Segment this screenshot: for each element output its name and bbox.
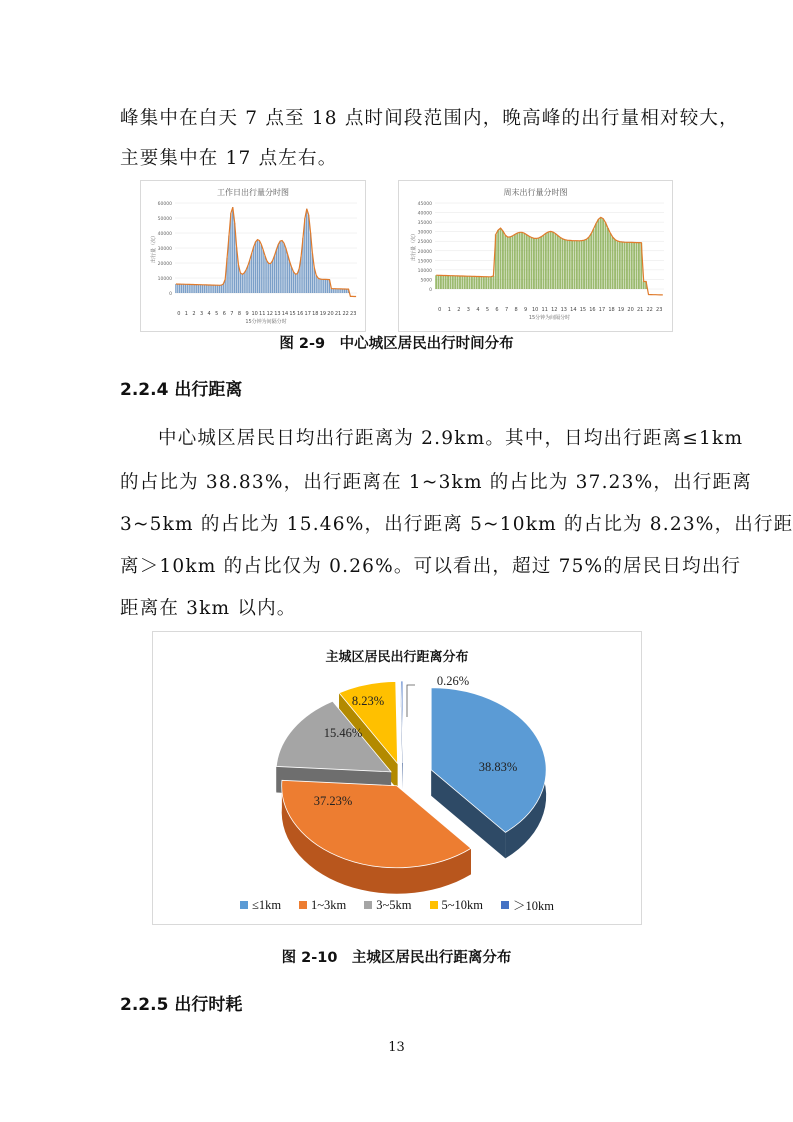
mini-hour-label: 16	[296, 311, 304, 317]
mini-bar	[183, 284, 184, 293]
legend-item	[430, 896, 484, 914]
page-number: 13	[388, 1040, 405, 1055]
mini-bar	[298, 269, 299, 293]
mini-hour-label: 2	[457, 307, 461, 313]
pie-leader-line	[407, 685, 415, 717]
mini-y-tick: 50000	[157, 217, 172, 222]
mini-hour-label: 11	[541, 307, 548, 313]
mini-hour-label: 12	[551, 307, 558, 313]
mini-hour-label: 5	[215, 311, 219, 317]
pie-data-label: 37.23%	[313, 794, 353, 808]
mini-y-tick: 20000	[417, 249, 432, 255]
legend-swatch	[299, 901, 307, 909]
mini-bar	[607, 228, 609, 289]
mini-bar	[481, 277, 483, 289]
mini-bar	[452, 276, 454, 289]
mini-bar	[223, 284, 224, 293]
mini-y-tick: 0	[429, 288, 432, 293]
mini-hour-label: 4	[476, 307, 480, 313]
mini-y-tick: 45000	[417, 202, 432, 207]
mini-hour-label: 9	[245, 311, 249, 317]
mini-bar	[576, 241, 578, 289]
mini-hour-label: 10	[532, 307, 539, 313]
mini-bar	[181, 284, 182, 293]
mini-y-tick: 40000	[157, 232, 172, 237]
mini-bar	[612, 237, 614, 289]
mini-hour-label: 13	[560, 307, 567, 313]
mini-bar	[325, 279, 326, 293]
section-2-2-5-heading: 2.2.5 出行时耗	[120, 995, 243, 1015]
mini-hour-label: 8	[514, 307, 518, 313]
mini-y-tick: 20000	[157, 262, 172, 267]
mini-y-tick: 25000	[417, 240, 432, 246]
mini-bar	[438, 275, 440, 289]
mini-hour-label: 18	[312, 311, 319, 317]
mini-bar	[262, 250, 263, 293]
pie-data-label: 8.23%	[351, 694, 385, 708]
mini-y-label: 出行量（次）	[411, 230, 417, 262]
mini-bar	[253, 247, 254, 293]
mini-hour-label: 23	[350, 311, 357, 317]
mini-bar	[459, 276, 461, 289]
mini-bar	[217, 285, 218, 293]
mini-hour-label: 10	[251, 311, 258, 317]
mini-bar	[333, 289, 334, 293]
mini-bar	[533, 238, 535, 289]
mini-hour-label: 21	[636, 307, 644, 313]
weekday-chart-title: 工作日出行量分时图	[217, 188, 289, 197]
mini-bar	[583, 240, 585, 289]
mini-bar	[232, 207, 233, 293]
mini-bar	[268, 264, 269, 293]
mini-bar	[338, 289, 339, 293]
mini-bar	[569, 240, 571, 289]
mini-hour-label: 20	[627, 307, 634, 313]
mini-bar	[283, 243, 284, 293]
legend-item	[364, 896, 411, 914]
mini-bar	[628, 242, 630, 289]
mini-bar	[194, 285, 195, 293]
mini-bar	[626, 242, 628, 289]
mini-bar	[206, 285, 207, 293]
mini-bar	[323, 279, 324, 293]
mini-bar	[609, 233, 611, 289]
mini-bar	[188, 284, 189, 293]
mini-bar	[276, 250, 277, 293]
mini-hour-label: 13	[274, 311, 281, 317]
mini-bar	[447, 276, 449, 289]
paragraph-2-line-3: 3~5km 的占比为 15.46%，出行距离 5~10km 的占比为 8.23%，出行距	[120, 514, 793, 535]
mini-bar	[204, 285, 205, 293]
mini-bar	[190, 284, 191, 293]
mini-y-tick: 15000	[417, 259, 432, 265]
mini-bar	[476, 276, 478, 289]
mini-hour-label: 14	[570, 307, 577, 313]
mini-y-tick: 5000	[420, 278, 432, 284]
mini-bar	[306, 209, 307, 293]
mini-bar	[585, 239, 587, 289]
mini-hour-label: 18	[608, 307, 615, 313]
mini-hour-label: 19	[319, 311, 327, 317]
mini-bar	[319, 279, 320, 293]
mini-bar	[285, 248, 286, 293]
mini-bar	[321, 279, 322, 293]
mini-bar	[521, 232, 523, 289]
mini-bar	[243, 273, 244, 293]
mini-bar	[473, 276, 475, 289]
mini-bar	[289, 262, 290, 293]
mini-bar	[215, 285, 216, 293]
mini-bar	[528, 236, 530, 289]
figure-2-9-caption: 图 2-9 中心城区居民出行时间分布	[279, 336, 514, 352]
mini-bar	[249, 260, 250, 293]
mini-y-tick: 30000	[157, 247, 172, 252]
mini-bar	[638, 243, 640, 289]
mini-bar	[257, 240, 258, 293]
mini-bar	[187, 284, 188, 293]
mini-bar	[336, 289, 337, 293]
pie-data-label: 15.46%	[323, 726, 363, 740]
mini-bar	[281, 240, 282, 293]
mini-bar	[566, 240, 568, 289]
mini-bar	[478, 277, 480, 289]
mini-bar	[538, 238, 540, 289]
mini-bar	[631, 242, 633, 289]
mini-hour-label: 8	[237, 311, 242, 317]
mini-bar	[605, 223, 607, 289]
mini-bar	[497, 230, 499, 289]
mini-bar	[466, 276, 468, 289]
weekend-trip-chart	[398, 180, 673, 332]
mini-bar	[259, 241, 260, 293]
mini-bar	[595, 224, 597, 289]
legend-label: 5~10km	[441, 897, 484, 912]
mini-bar	[578, 241, 580, 289]
mini-bar	[633, 242, 635, 289]
legend-item	[299, 896, 346, 914]
mini-bar	[272, 261, 273, 293]
weekend-chart-plot	[399, 181, 672, 331]
mini-bar	[279, 241, 280, 293]
pie-data-label: 38.83%	[478, 760, 518, 774]
mini-bar	[240, 273, 241, 293]
mini-hour-label: 17	[598, 307, 606, 313]
mini-hour-label: 20	[327, 311, 334, 317]
mini-hour-label: 3	[199, 311, 204, 317]
mini-bar	[509, 237, 511, 289]
mini-bar	[177, 284, 178, 293]
mini-hour-label: 1	[184, 311, 188, 317]
mini-bar	[492, 276, 494, 289]
legend-label: 1~3km	[311, 897, 347, 912]
mini-bar	[488, 277, 490, 289]
mini-bar	[531, 238, 533, 289]
legend-label: ＞10km	[513, 899, 555, 913]
mini-x-label: 15分钟为间隔分时	[528, 315, 571, 321]
mini-bar	[295, 274, 296, 293]
mini-bar	[504, 235, 506, 289]
legend-item	[240, 896, 281, 914]
mini-bar	[550, 231, 552, 289]
mini-bar	[535, 238, 537, 289]
legend-swatch	[430, 901, 438, 909]
mini-hour-label: 6	[495, 307, 499, 313]
mini-bar	[571, 241, 573, 289]
mini-bar	[202, 285, 203, 293]
weekday-trip-chart	[140, 180, 366, 332]
mini-bar	[519, 232, 521, 289]
mini-bar	[514, 234, 516, 289]
mini-y-tick: 40000	[417, 211, 432, 217]
mini-bar	[559, 237, 561, 289]
mini-hour-label: 7	[230, 311, 234, 317]
mini-bar	[196, 285, 197, 293]
mini-bar	[266, 261, 267, 293]
mini-hour-label: 4	[207, 311, 211, 317]
mini-bar	[581, 241, 583, 289]
figure-2-10-caption: 图 2-10 主城区居民出行距离分布	[281, 950, 512, 966]
mini-bar	[490, 277, 492, 289]
mini-bar	[334, 289, 335, 293]
mini-bar	[643, 281, 645, 289]
mini-bar	[621, 242, 623, 289]
mini-bar	[614, 240, 616, 289]
mini-y-tick: 0	[169, 292, 172, 297]
weekday-chart-plot	[141, 181, 365, 331]
mini-bar	[545, 233, 547, 289]
mini-y-tick: 35000	[417, 221, 432, 227]
mini-bar	[192, 285, 193, 293]
pie-chart-plot	[153, 632, 641, 924]
mini-bar	[221, 285, 222, 293]
mini-bar	[435, 275, 437, 289]
mini-y-tick: 30000	[417, 230, 432, 236]
mini-y-tick: 60000	[157, 202, 172, 207]
weekend-chart-title: 周末出行量分时图	[503, 188, 568, 197]
mini-bar	[297, 274, 298, 293]
mini-hour-label: 12	[266, 311, 273, 317]
mini-hour-label: 22	[646, 307, 653, 313]
mini-bar	[179, 284, 180, 293]
mini-bar	[450, 276, 452, 289]
mini-hour-label: 6	[222, 311, 226, 317]
mini-hour-label: 16	[589, 307, 596, 313]
mini-bar	[457, 276, 459, 289]
mini-hour-label: 7	[504, 307, 509, 313]
mini-bar	[242, 274, 243, 293]
mini-bar	[270, 263, 271, 293]
mini-bar	[624, 242, 626, 289]
mini-bar	[261, 244, 262, 293]
mini-bar	[554, 234, 556, 289]
mini-bar	[175, 284, 176, 293]
mini-bar	[211, 285, 212, 293]
mini-bar	[219, 285, 220, 293]
mini-bar	[464, 276, 466, 289]
legend-swatch	[364, 901, 372, 909]
mini-bar	[185, 284, 186, 293]
mini-hour-label: 17	[304, 311, 311, 317]
mini-bar	[590, 234, 592, 289]
mini-hour-label: 0	[438, 307, 442, 313]
mini-bar	[540, 237, 542, 289]
mini-bar	[440, 275, 442, 289]
mini-bar	[454, 276, 456, 289]
pie-chart-legend	[153, 896, 641, 914]
paragraph-1-line-1: 峰集中在白天 7 点至 18 点时间段范围内，晚高峰的出行量相对较大，	[120, 108, 739, 129]
paragraph-2-line-5: 距离在 3km 以内。	[120, 598, 297, 619]
mini-bar	[502, 231, 504, 289]
paragraph-2-line-4: 离＞10km 的占比仅为 0.26%。可以看出，超过 75%的居民日均出行	[120, 556, 742, 577]
mini-bar	[327, 279, 328, 293]
mini-hour-label: 15	[579, 307, 587, 313]
mini-hour-label: 9	[524, 307, 528, 313]
mini-hour-label: 0	[177, 311, 181, 317]
mini-bar	[597, 219, 599, 289]
mini-bar	[557, 236, 559, 289]
section-2-2-4-heading: 2.2.4 出行距离	[120, 380, 243, 400]
mini-bar	[291, 267, 292, 293]
distance-pie-chart	[152, 631, 642, 925]
mini-bar	[547, 232, 549, 289]
pie-data-label: 0.26%	[436, 674, 470, 688]
mini-bar	[574, 241, 576, 289]
pie-slice-top	[401, 681, 403, 763]
mini-bar	[600, 217, 602, 289]
legend-label: 3~5km	[376, 897, 412, 912]
mini-hour-label: 5	[485, 307, 490, 313]
mini-bar	[213, 285, 214, 293]
mini-hour-label: 23	[656, 307, 663, 313]
mini-bar	[264, 256, 265, 293]
mini-bar	[616, 241, 618, 289]
mini-x-label: 15分钟为间隔分时	[245, 319, 287, 325]
mini-bar	[442, 275, 444, 289]
pie-chart-title: 主城区居民出行距离分布	[325, 650, 469, 665]
mini-bar	[619, 242, 621, 289]
mini-bar	[293, 272, 294, 293]
mini-hour-label: 3	[466, 307, 470, 313]
mini-y-tick: 10000	[157, 277, 172, 282]
mini-bar	[636, 243, 638, 289]
mini-bar	[209, 285, 210, 293]
mini-bar	[278, 244, 279, 293]
mini-y-tick: 10000	[417, 268, 432, 274]
mini-bar	[331, 289, 332, 293]
mini-bar	[593, 229, 595, 289]
pie-slice-5	[401, 681, 403, 789]
mini-bar	[245, 270, 246, 293]
mini-hour-label: 14	[281, 311, 289, 317]
mini-bar	[512, 236, 514, 289]
mini-bar	[274, 256, 275, 293]
paragraph-2-line-1: 中心城区居民日均出行距离为 2.9km。其中，日均出行距离≤1km	[158, 428, 744, 449]
mini-bar	[471, 276, 473, 289]
legend-item	[501, 896, 554, 914]
legend-swatch	[240, 901, 248, 909]
mini-bar	[483, 277, 485, 289]
mini-bar	[287, 255, 288, 293]
mini-bar	[200, 285, 201, 293]
mini-bar	[207, 285, 208, 293]
mini-bar	[564, 240, 566, 289]
mini-bar	[315, 275, 316, 293]
mini-bar	[602, 219, 604, 289]
mini-bar	[445, 276, 447, 289]
mini-bar	[308, 215, 309, 293]
mini-y-label: 出行量（次）	[151, 232, 157, 264]
mini-bar	[562, 239, 564, 289]
mini-bar	[507, 237, 509, 289]
mini-hour-label: 11	[259, 311, 266, 317]
mini-bar	[198, 285, 199, 293]
paragraph-1-line-2: 主要集中在 17 点左右。	[120, 148, 338, 169]
mini-bar	[500, 228, 502, 289]
paragraph-2-line-2: 的占比为 38.83%，出行距离在 1~3km 的占比为 37.23%，出行距离	[120, 472, 752, 493]
mini-hour-label: 1	[447, 307, 451, 313]
mini-bar	[485, 277, 487, 289]
mini-bar	[523, 233, 525, 289]
mini-hour-label: 21	[334, 311, 342, 317]
mini-hour-label: 22	[342, 311, 349, 317]
mini-bar	[469, 276, 471, 289]
mini-bar	[588, 237, 590, 289]
mini-bar	[516, 233, 518, 289]
legend-swatch	[501, 901, 509, 909]
mini-hour-label: 19	[617, 307, 625, 313]
mini-bar	[461, 276, 463, 289]
mini-bar	[543, 235, 545, 289]
mini-bar	[552, 232, 554, 289]
mini-bar	[255, 242, 256, 293]
mini-bar	[317, 278, 318, 293]
mini-bar	[526, 235, 528, 289]
mini-bar	[247, 265, 248, 293]
mini-hour-label: 15	[289, 311, 296, 317]
legend-label: ≤1km	[251, 897, 282, 912]
mini-hour-label: 2	[192, 311, 196, 317]
mini-bar	[251, 253, 252, 293]
